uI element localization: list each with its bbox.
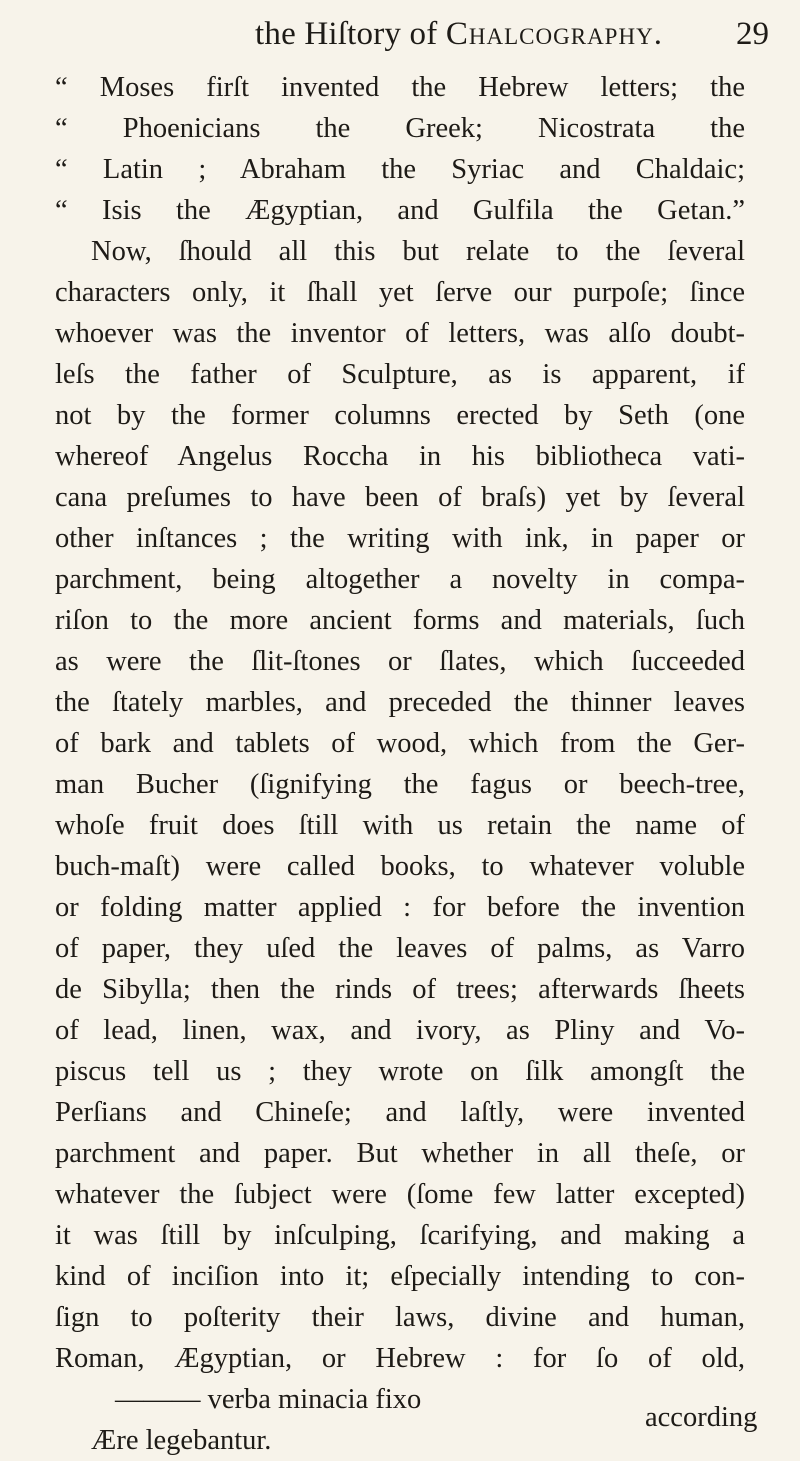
text-line: “ Latin ; Abraham the Syriac and Chaldaic; — [55, 154, 745, 185]
text-line: Roman, Ægyptian, or Hebrew : for ſo of old, — [55, 1343, 745, 1374]
text-line: of lead, linen, wax, and ivory, as Pliny and Vo- — [55, 1015, 745, 1046]
running-title-prefix: the Hiſtory of — [255, 16, 446, 52]
text-line: not by the former columns erected by Seth (one — [55, 400, 745, 431]
running-header — [0, 10, 800, 70]
text-line: “ Phoenicians the Greek; Nicostrata the — [55, 113, 745, 144]
text-line: piscus tell us ; they wrote on ſilk amongſt the — [55, 1056, 745, 1087]
text-line: de Sibylla; then the rinds of trees; afterwards ſheets — [55, 974, 745, 1005]
text-line: kind of inciſion into it; eſpecially intending to con- — [55, 1261, 745, 1292]
page-number: 29 — [736, 16, 769, 52]
text-line: Ære legebantur. — [91, 1425, 272, 1456]
text-block — [55, 67, 745, 1461]
text-line: “ Isis the Ægyptian, and Gulfila the Getan.” — [55, 195, 745, 226]
running-title — [255, 16, 663, 53]
text-line: or folding matter applied : for before the invention — [55, 892, 745, 923]
text-line: it was ſtill by inſculping, ſcarifying, and making a — [55, 1220, 745, 1251]
text-line: cana preſumes to have been of braſs) yet by ſeveral — [55, 482, 745, 513]
text-line: characters only, it ſhall yet ſerve our purpoſe; ſince — [55, 277, 745, 308]
text-line: ——— verba minacia fixo — [115, 1384, 422, 1415]
text-line: other inſtances ; the writing with ink, in paper or — [55, 523, 745, 554]
text-line: whereof Angelus Roccha in his bibliotheca vati- — [55, 441, 745, 472]
text-line: Now, ſhould all this but relate to the ſeveral — [91, 236, 745, 267]
text-line: parchment and paper. But whether in all theſe, or — [55, 1138, 745, 1169]
text-line: “ Moses firſt invented the Hebrew letters; the — [55, 72, 745, 103]
text-line: the ſtately marbles, and preceded the thinner leaves — [55, 687, 745, 718]
text-line: buch-maſt) were called books, to whatever voluble — [55, 851, 745, 882]
text-line: whatever the ſubject were (ſome few latter excepted) — [55, 1179, 745, 1210]
catchword: according — [645, 1402, 758, 1433]
running-title-small-caps: Chalcography. — [445, 16, 663, 52]
text-line: of bark and tablets of wood, which from the Ger- — [55, 728, 745, 759]
text-line: as were the ſlit-ſtones or ſlates, which ſucceeded — [55, 646, 745, 677]
text-line: Perſians and Chineſe; and laſtly, were invented — [55, 1097, 745, 1128]
text-line: of paper, they uſed the leaves of palms, as Varro — [55, 933, 745, 964]
text-line: parchment, being altogether a novelty in compa- — [55, 564, 745, 595]
text-line: leſs the father of Sculpture, as is apparent, if — [55, 359, 745, 390]
text-line: man Bucher (ſignifying the fagus or beech-tree, — [55, 769, 745, 800]
text-line: ſign to poſterity their laws, divine and human, — [55, 1302, 745, 1333]
text-line: whoever was the inventor of letters, was alſo doubt- — [55, 318, 745, 349]
text-line: riſon to the more ancient forms and materials, ſuch — [55, 605, 745, 636]
text-line: whoſe fruit does ſtill with us retain the name of — [55, 810, 745, 841]
